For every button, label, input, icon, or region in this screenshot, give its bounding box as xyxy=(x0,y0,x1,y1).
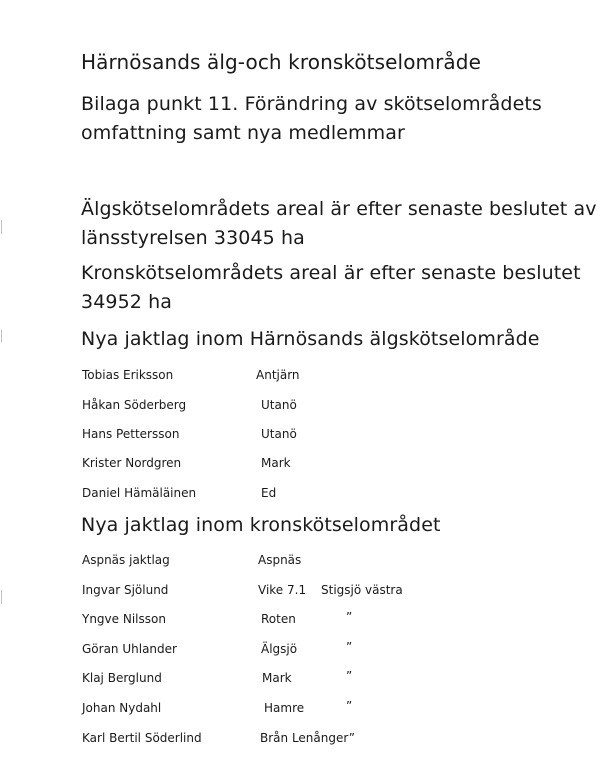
member-name: Göran Uhlander xyxy=(82,642,177,656)
member-place: Mark xyxy=(261,456,291,470)
subtitle-line-1: Bilaga punkt 11. Förändring av skötselområdets xyxy=(81,93,542,115)
member-place: Aspnäs xyxy=(258,553,302,567)
member-name: Daniel Hämäläinen xyxy=(82,486,197,500)
member-name: Tobias Eriksson xyxy=(82,368,174,382)
scan-edge-mark xyxy=(1,220,2,234)
member-extra: ” xyxy=(346,610,353,624)
document-title: Härnösands älg-och kronskötselområde xyxy=(81,50,481,74)
member-place: Mark xyxy=(262,671,292,685)
member-name: Yngve Nilsson xyxy=(82,612,166,626)
member-place: Vike 7.1 xyxy=(258,583,307,597)
member-name: Karl Bertil Söderlind xyxy=(82,731,202,745)
member-name: Klaj Berglund xyxy=(82,671,162,685)
member-name: Krister Nordgren xyxy=(82,456,182,470)
member-place: Brån Lenånger” xyxy=(260,731,356,745)
moose-area-line-2: länsstyrelsen 33045 ha xyxy=(81,227,305,249)
deer-area-line-2: 34952 ha xyxy=(81,291,172,313)
member-place: Hamre xyxy=(264,701,305,715)
member-name: Hans Pettersson xyxy=(82,427,180,441)
member-extra: ” xyxy=(346,699,353,713)
member-place: Utanö xyxy=(261,398,297,412)
member-extra: ” xyxy=(346,640,353,654)
member-extra: ” xyxy=(346,669,353,683)
member-place: Älgsjö xyxy=(261,642,298,656)
member-place: Roten xyxy=(261,612,296,626)
member-place: Ed xyxy=(261,486,277,500)
subtitle-line-2: omfattning samt nya medlemmar xyxy=(81,122,405,144)
moose-members-heading: Nya jaktlag inom Härnösands älgskötselområde xyxy=(81,328,540,350)
member-name: Håkan Söderberg xyxy=(82,398,187,412)
member-place: Utanö xyxy=(261,427,297,441)
member-name: Aspnäs jaktlag xyxy=(82,553,170,567)
scan-edge-mark xyxy=(1,590,2,604)
member-extra: Stigsjö västra xyxy=(321,583,403,597)
deer-area-line-1: Kronskötselområdets areal är efter senaste beslutet xyxy=(81,262,581,284)
member-place: Antjärn xyxy=(256,368,300,382)
deer-members-heading: Nya jaktlag inom kronskötselområdet xyxy=(81,514,441,536)
moose-area-line-1: Älgskötselområdets areal är efter senaste beslutet av xyxy=(81,198,597,220)
member-name: Johan Nydahl xyxy=(82,701,162,715)
scan-edge-mark xyxy=(1,330,2,342)
member-name: Ingvar Sjölund xyxy=(82,583,169,597)
